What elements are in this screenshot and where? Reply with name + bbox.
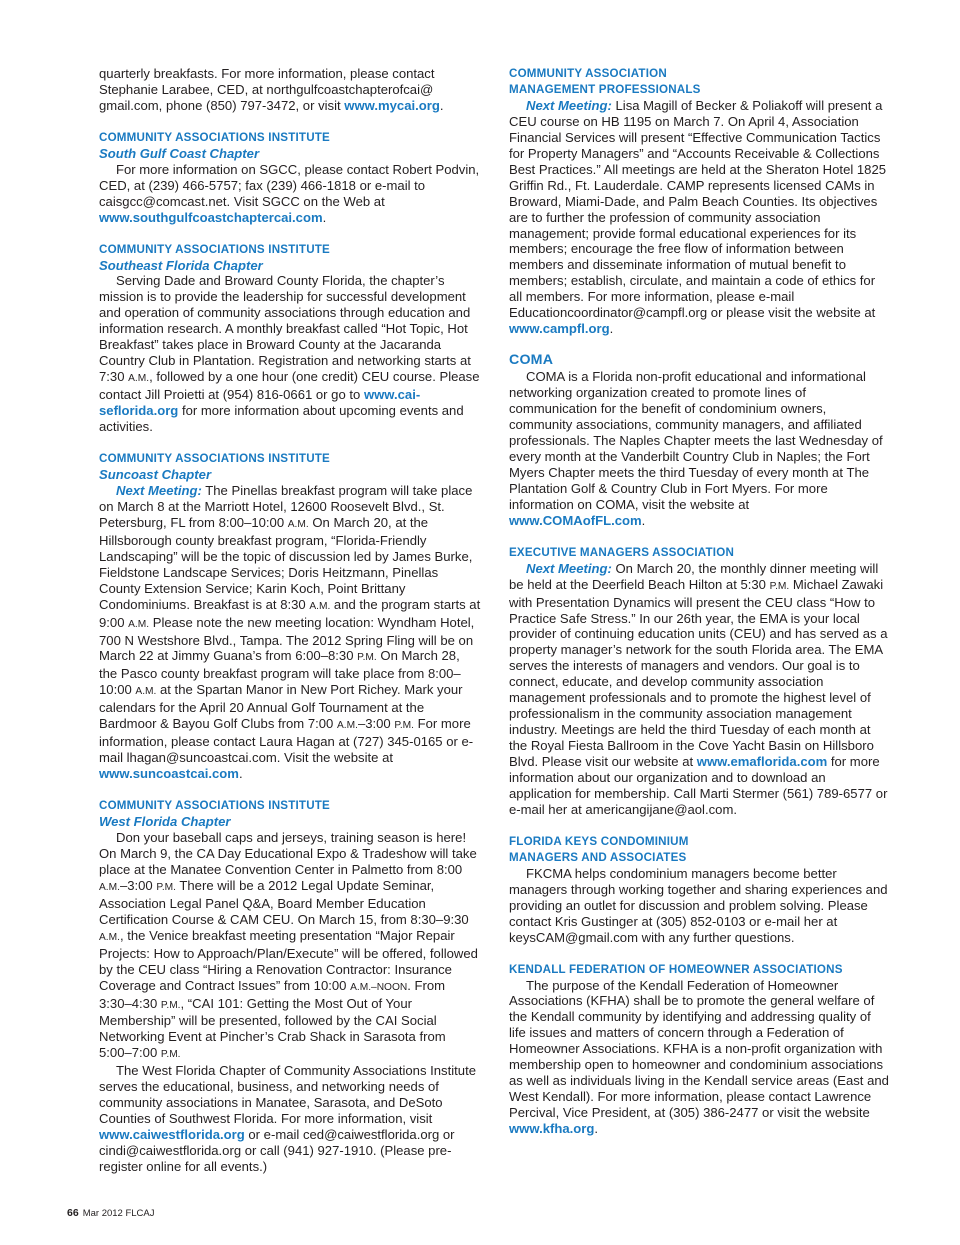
camp-section: [509, 66, 889, 337]
fkcma-heading-line-1: FLORIDA KEYS CONDOMINIUM: [509, 834, 689, 848]
sgcc-link[interactable]: www.southgulfcoastchaptercai.com: [99, 209, 323, 225]
suncoast-lead: Next Meeting:: [116, 482, 202, 498]
suncoast-section: [99, 451, 481, 782]
wfl-link[interactable]: www.caiwestflorida.org: [99, 1127, 245, 1143]
coma-paragraph: COMA is a Florida non-profit educational and informational networking organization created to promote lines of communication for the benefit of condominium owners, community associations, community managers, and affiliated professionals. The Naples Chapter meets the last Wednesday of every month at the Vanderbilt Country Club in Naples; the Fort Myers Chapter meets the third Tuesday of every month at The Plantation Golf & Country Club in Fort Myers. For more information on COMA, visit the website at www.COMAofFL.com.: [509, 369, 883, 528]
issue-label: Mar 2012 FLCAJ: [82, 1208, 155, 1219]
sgcc-subheading: South Gulf Coast Chapter: [99, 145, 260, 161]
camp-heading-line-1: COMMUNITY ASSOCIATION: [509, 67, 667, 80]
sefl-section: [99, 242, 481, 435]
camp-paragraph: Next Meeting: Lisa Magill of Becker & Poliakoff will present a CEU course on HB 1195 on March 7. On April 4, Association Financial Services will present “Effective Communication Tactics for Property Managers” and “Accounts Receivable & Collections Best Practices.” All meetings are held at the Sheraton Hotel 1825 Griffin Rd., Ft. Lauderdale. CAMP represents licensed CAMs in Broward, Miami-Dade, and Palm Beach Counties. Its objectives are to further the profession of community association management; provide formal educational experiences for its members; encourage the free flow of information between members and disseminate information of mutual benefit to members; establish, circulate, and maintain a code of ethics for all members. For more information, please e-mail Educationcoordinator@campfl.org or please visit the website at www.campfl.org.: [509, 97, 887, 337]
suncoast-link[interactable]: www.suncoastcai.com: [99, 766, 239, 782]
suncoast-heading: COMMUNITY ASSOCIATIONS INSTITUTE: [99, 452, 330, 466]
sefl-link[interactable]: www.cai-seflorida.org: [99, 387, 421, 419]
wfl-subheading: West Florida Chapter: [99, 814, 231, 830]
right-column: [509, 66, 889, 1137]
left-column: [99, 66, 481, 1175]
ema-heading: EXECUTIVE MANAGERS ASSOCIATION: [509, 545, 735, 559]
sgcc-section: [99, 130, 481, 226]
wfl-paragraph-1: Don your baseball caps and jerseys, training season is here! On March 9, the CA Day Educational Expo & Tradeshow will take place at the Manatee Convention Center in Palmetto from 8:00 A.M.–3:00 P.M. There will be a 2012 Legal Update Seminar, Association Legal Panel Q&A, Board Member Education Certification Course & CAM CEU. On March 15, from 8:30–9:30 A.M., the Venice breakfast meeting presentation “Major Repair Projects: How to Approach/Plan/Execute” will be offered, followed by the CEU class “Hiring a Renovation Contractor: Insurance Coverage and Contract Issues” from 10:00 A.M.–NOON. From 3:30–4:30 P.M., “CAI 101: Getting the Most Out of Your Membership” will be presented, followed by the CAI Social Networking Event at Pincher’s Crab Shack in Sarasota from 5:00–7:00 P.M.: [99, 829, 478, 1061]
page-footer: [67, 1207, 155, 1219]
sgcc-paragraph: For more information on SGCC, please contact Robert Podvin, CED, at (239) 466-5757; fax (239) 466-1818 or e-mail to caisgcc@comcast.net. Visit SGCC on the Web at www.southgulfcoastchaptercai.com.: [99, 161, 480, 225]
sgcc-heading: COMMUNITY ASSOCIATIONS INSTITUTE: [99, 130, 330, 144]
coma-link[interactable]: www.COMAofFL.com: [509, 512, 642, 528]
kfha-paragraph: The purpose of the Kendall Federation of Homeowner Associations (KFHA) shall be to promote the general welfare of the Kendall community by identifying and addressing quality of life issues and matters of concern through a Federation of Homeowner Associations. KFHA is a non-profit organization with membership open to homeowner and condominium associations as well as individuals living in the Kendall service areas (East and West Kendall). For more information, please contact Lawrence Percival, Vice President, at (305) 386-2477 or visit the website www.kfha.org.: [509, 977, 889, 1137]
sefl-paragraph: Serving Dade and Broward County Florida, the chapter’s mission is to provide the leadership for successful development and operation of community associations through education and information research. A monthly breakfast called “Hot Topic, Hot Breakfast” takes place in Broward County at the Jacaranda Country Club in Plantation. Registration and networking starts at 7:30 A.M., followed by a one hour (one credit) CEU course. Please contact Jill Proietti at (954) 816-0661 or go to www.cai-seflorida.org for more information about upcoming events and activities.: [99, 273, 480, 435]
coma-heading: COMA: [509, 352, 554, 369]
ema-section: [509, 545, 889, 818]
intro-section: [99, 66, 481, 114]
wfl-section: [99, 798, 481, 1175]
fkcma-section: [509, 834, 889, 946]
suncoast-subheading: Suncoast Chapter: [99, 466, 212, 482]
kfha-section: [509, 962, 889, 1137]
wfl-paragraph-2: The West Florida Chapter of Community Associations Institute serves the educational, business, and networking needs of community associations in Manatee, Sarasota, and DeSoto Counties of Southwest Florida. For more information, visit www.caiwestflorida.org or e-mail ced@caiwestflorida.org or cindi@caiwestflorida.org or call (941) 927-1910. (Please pre-register online for all events.): [99, 1063, 476, 1175]
fkcma-paragraph: FKCMA helps condominium managers become better managers through working together and sharing experiences and providing an outlet for discussion and problem solving. Please contact Kris Gustinger at (305) 852-0103 or e-mail her at keysCAM@gmail.com with any further questions.: [509, 865, 888, 945]
ema-lead: Next Meeting:: [526, 560, 612, 576]
camp-heading-line-2: MANAGEMENT PROFESSIONALS: [509, 82, 701, 96]
ema-paragraph: Next Meeting: On March 20, the monthly dinner meeting will be held at the Deerfield Beach Hilton at 5:30 P.M. Michael Zawaki with Presentation Dynamics will present the CEU class “How to Practice Safe Stress.” In our 26th year, the EMA is your local provider of continuing education units (CEU) and has served as a property manager’s network for the south Florida area. The EMA serves the interests of managers and vendors. Our goal is to connect, educate, and develop community association management professionals and to promote the highest level of professionalism in the community association management industry. Meetings are held the third Tuesday of each month at the Royal Fiesta Ballroom in the Cove Yacht Basin on Hillsboro Blvd. Please visit our website at www.emaflorida.com for more information about our organization and to download an application for membership. Call Marti Stermer (561) 789-6577 or e-mail her at americangijane@aol.com.: [509, 560, 888, 817]
camp-link[interactable]: www.campfl.org: [509, 321, 610, 337]
coma-section: [509, 353, 889, 528]
wfl-heading: COMMUNITY ASSOCIATIONS INSTITUTE: [99, 799, 330, 813]
page-number: 66: [67, 1207, 79, 1219]
ema-link[interactable]: www.emaflorida.com: [696, 754, 828, 770]
mycai-link[interactable]: www.mycai.org: [344, 97, 440, 113]
intro-paragraph: quarterly breakfasts. For more information, please contact Stephanie Larabee, CED, at northgulfcoastchapterofcai@ gmail.com, phone (850) 797-3472, or visit www.mycai.org.: [99, 66, 444, 113]
camp-lead: Next Meeting:: [526, 97, 612, 113]
kfha-heading: KENDALL FEDERATION OF HOMEOWNER ASSOCIATIONS: [509, 962, 843, 976]
suncoast-paragraph: Next Meeting: The Pinellas breakfast program will take place on March 8 at the Marriott Hotel, 12600 Roosevelt Blvd., St. Petersburg, FL from 8:00–10:00 A.M. On March 20, at the Hillsborough county breakfast program, “Florida-Friendly Landscaping” will be the topic of discussion led by James Burke, Fieldstone Landscape Services; Doris Heitzmann, Pinellas County Extension Service; Karin Koch, Point Brittany Condominiums. Breakfast is at 8:30 A.M. and the program starts at 9:00 A.M. Please note the new meeting location: Wyndham Hotel, 700 N Westshore Blvd., Tampa. The 2012 Spring Fling will be on March 22 at Jimmy Guana’s from 6:00–8:30 P.M. On March 28, the Pasco county breakfast program will take place from 8:00–10:00 A.M. at the Spartan Manor in New Port Richey. Mark your calendars for the April 20 Annual Golf Tournament at the Bardmoor & Bayou Golf Clubs from 7:00 A.M.–3:00 P.M. For more information, please contact Laura Hagan at (727) 345-0165 or e-mail lhagan@suncoastcai.com. Visit the website at www.suncoastcai.com.: [99, 482, 481, 782]
sefl-subheading: Southeast Florida Chapter: [99, 257, 263, 273]
fkcma-heading-line-2: MANAGERS AND ASSOCIATES: [509, 850, 687, 864]
kfha-link[interactable]: www.kfha.org: [509, 1121, 595, 1137]
sefl-heading: COMMUNITY ASSOCIATIONS INSTITUTE: [99, 242, 330, 256]
